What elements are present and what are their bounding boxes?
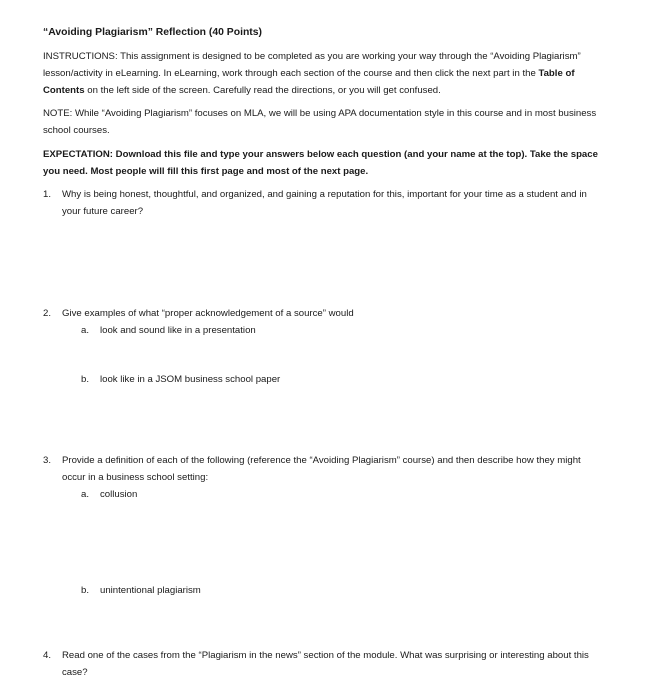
question-1 <box>43 186 603 220</box>
question-number: 3. <box>43 455 52 466</box>
note-paragraph: NOTE: While “Avoiding Plagiarism” focuses on MLA, we will be using APA documentation style in this course and in most business school courses. <box>43 108 597 136</box>
question-text: Why is being honest, thoughtful, and organized, and gaining a reputation for this, important for your time as a student and in your future career? <box>62 189 587 217</box>
question-2-sub-b <box>81 371 280 388</box>
sub-letter: a. <box>81 489 90 500</box>
instructions-bold-text: Table of Contents <box>43 68 575 96</box>
question-text: Provide a definition of each of the following (reference the “Avoiding Plagiarism” course) and then describe how they might occur in a business school setting: <box>62 455 581 483</box>
sub-text: look like in a JSOM business school paper <box>100 374 281 385</box>
question-3-sub-a <box>81 486 137 503</box>
instructions-text-end: on the left side of the screen. Carefully read the directions, or you will get confused. <box>84 85 441 96</box>
instructions-text: INSTRUCTIONS: This assignment is designed to be completed as you are working your way through the “Avoiding Plagiarism” lesson/activity in eLearning. In eLearning, work through each section of the course and then click the next part in the <box>43 51 581 79</box>
sub-letter: a. <box>81 325 90 336</box>
sub-text: collusion <box>100 489 138 500</box>
question-3 <box>43 452 603 486</box>
question-number: 2. <box>43 308 52 319</box>
question-text: Read one of the cases from the “Plagiarism in the news” section of the module. What was surprising or interesting about this case? <box>62 650 589 678</box>
sub-letter: b. <box>81 585 90 596</box>
instructions-paragraph <box>43 48 603 99</box>
question-number: 1. <box>43 189 52 200</box>
question-2-sub-a <box>81 322 256 339</box>
question-2 <box>43 305 603 322</box>
question-3-sub-b <box>81 582 201 599</box>
expectation-paragraph: EXPECTATION: Download this file and type your answers below each question (and your name at the top). Take the space you need. Most people will fill this first page and most of the next page. <box>43 149 598 177</box>
sub-text: look and sound like in a presentation <box>100 325 256 336</box>
sub-letter: b. <box>81 374 90 385</box>
document-title: “Avoiding Plagiarism” Reflection (40 Points) <box>43 27 263 38</box>
question-text: Give examples of what “proper acknowledgement of a source” would <box>62 308 354 319</box>
question-4 <box>43 647 603 681</box>
question-number: 4. <box>43 650 52 661</box>
sub-text: unintentional plagiarism <box>100 585 201 596</box>
